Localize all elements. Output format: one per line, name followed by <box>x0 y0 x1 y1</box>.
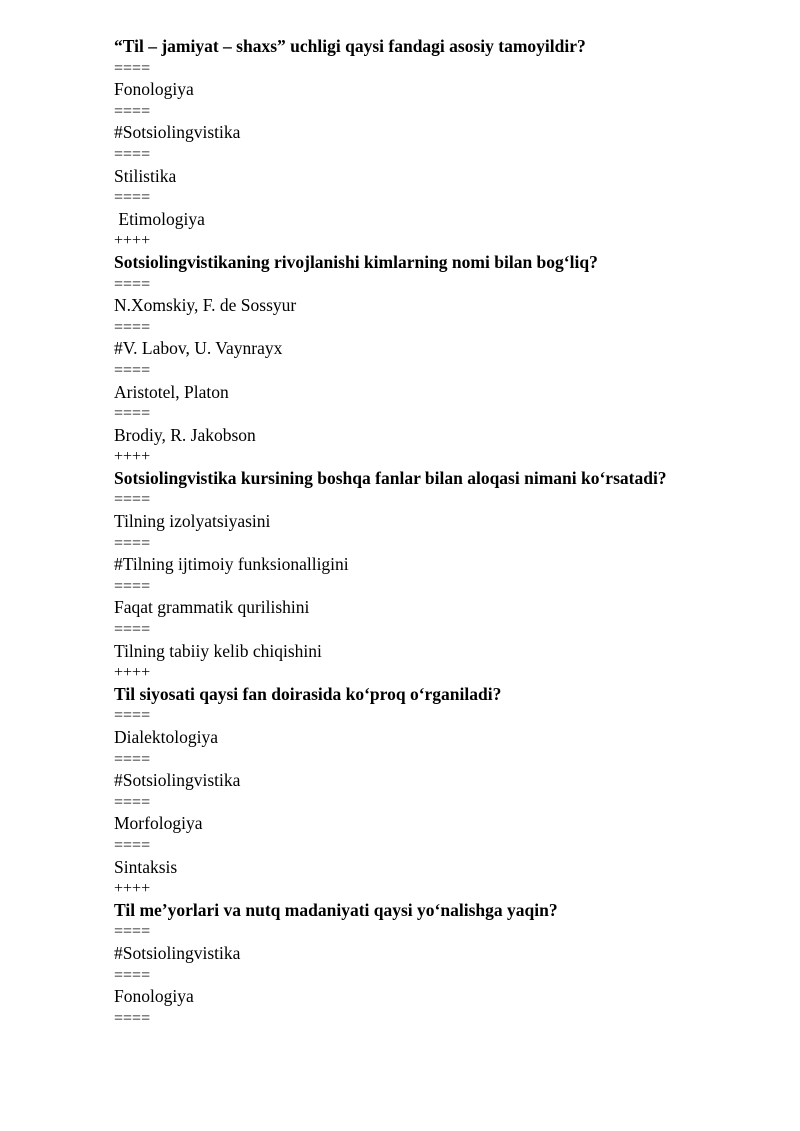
option-separator: ==== <box>114 361 151 379</box>
option-separator: ==== <box>114 145 151 163</box>
option-separator: ==== <box>114 836 151 854</box>
option-separator: ==== <box>114 59 151 77</box>
answer-option: Tilning tabiiy kelib chiqishini <box>114 640 322 661</box>
answer-option: Stilistika <box>114 165 177 186</box>
option-separator: ==== <box>114 923 151 941</box>
question-separator: ++++ <box>114 880 151 898</box>
document-page <box>114 36 754 1029</box>
question-text: Til me’yorlari va nutq madaniyati qaysi yo‘nalishga yaqin? <box>114 899 558 920</box>
question-text: Sotsiolingvistikaning rivojlanishi kimlarning nomi bilan bog‘liq? <box>114 251 598 272</box>
question-text: Sotsiolingvistika kursining boshqa fanlar bilan aloqasi nimani ko‘rsatadi? <box>114 467 667 488</box>
option-separator: ==== <box>114 750 151 768</box>
answer-option: Aristotel, Platon <box>114 381 229 402</box>
option-separator: ==== <box>114 534 151 552</box>
question-text: “Til – jamiyat – shaxs” uchligi qaysi fandagi asosiy tamoyildir? <box>114 36 586 56</box>
answer-option: #Tilning ijtimoiy funksionalligini <box>114 554 349 575</box>
option-separator: ==== <box>114 275 151 293</box>
option-separator: ==== <box>114 102 151 120</box>
option-separator: ==== <box>114 491 151 509</box>
answer-option: Etimologiya <box>114 208 205 229</box>
option-separator: ==== <box>114 189 151 207</box>
question-separator: ++++ <box>114 232 151 250</box>
answer-option: Morfologiya <box>114 813 203 834</box>
answer-option: N.Xomskiy, F. de Sossyur <box>114 295 297 316</box>
answer-option: #Sotsiolingvistika <box>114 770 241 791</box>
question-separator: ++++ <box>114 448 151 466</box>
answer-option: #V. Labov, U. Vaynrayx <box>114 338 283 359</box>
option-separator: ==== <box>114 966 151 984</box>
answer-option: Fonologiya <box>114 986 194 1007</box>
answer-option: #Sotsiolingvistika <box>114 122 241 143</box>
option-separator: ==== <box>114 707 151 725</box>
question-separator: ++++ <box>114 664 151 682</box>
answer-option: Sintaksis <box>114 856 178 877</box>
answer-option: Dialektologiya <box>114 727 219 747</box>
answer-option: Brodiy, R. Jakobson <box>114 424 256 445</box>
option-separator: ==== <box>114 577 151 595</box>
answer-option: Tilning izolyatsiyasini <box>114 511 271 532</box>
option-separator: ==== <box>114 318 151 336</box>
option-separator: ==== <box>114 405 151 423</box>
option-separator: ==== <box>114 621 151 639</box>
answer-option: Fonologiya <box>114 79 194 100</box>
answer-option: #Sotsiolingvistika <box>114 942 241 963</box>
option-separator: ==== <box>114 1009 151 1027</box>
question-text: Til siyosati qaysi fan doirasida ko‘proq o‘rganiladi? <box>114 683 502 704</box>
answer-option: Faqat grammatik qurilishini <box>114 597 310 618</box>
option-separator: ==== <box>114 793 151 811</box>
